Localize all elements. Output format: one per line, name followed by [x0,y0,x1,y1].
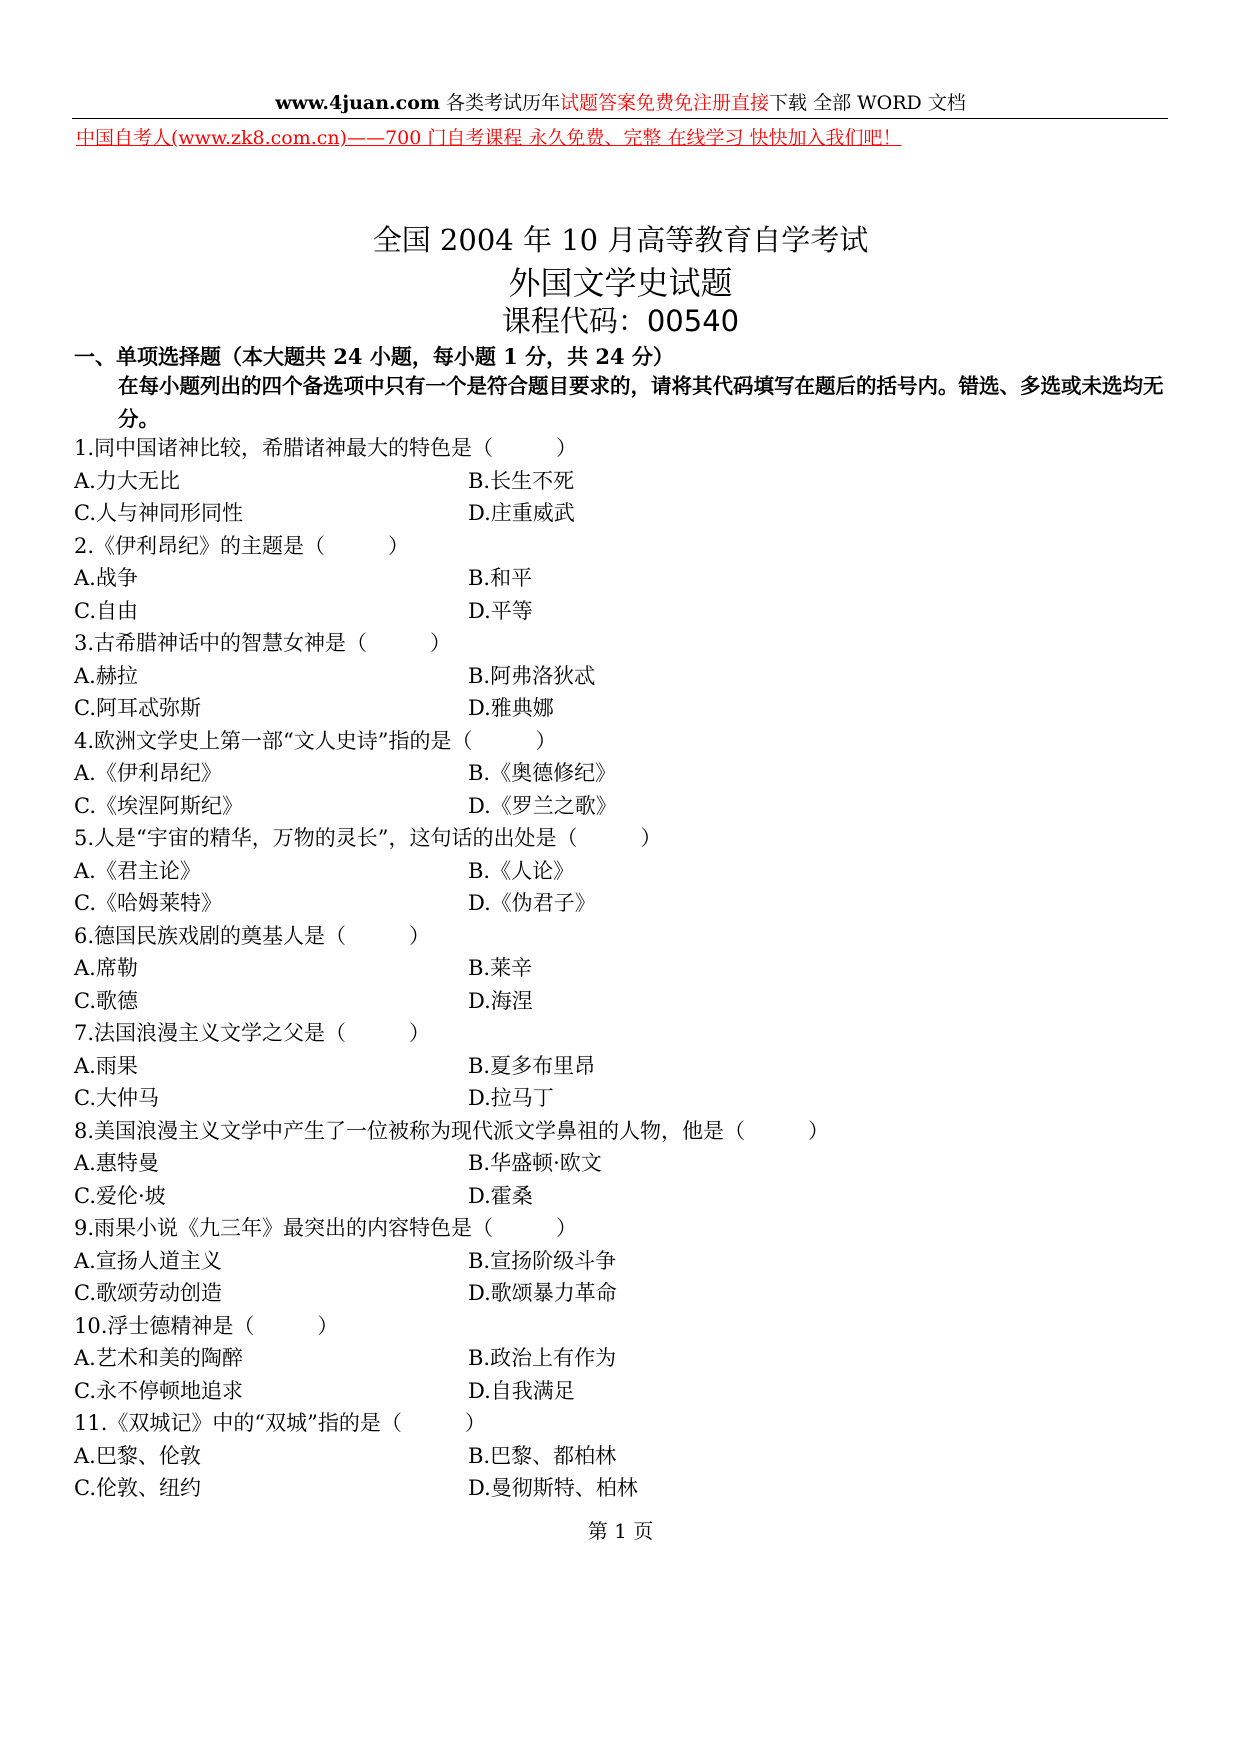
question-5 [74,822,1174,920]
option-d: D.霍桑 [468,1183,533,1208]
option-c: C.歌颂劳动创造 [74,1281,222,1305]
question-11 [74,1407,1174,1505]
option-a: A.艺术和美的陶醉 [74,1346,243,1370]
question-stem: 1.同中国诸神比较，希腊诸神最大的特色是（ ） [74,436,578,460]
question-stem: 9.雨果小说《九三年》最突出的内容特色是（ ） [74,1216,578,1240]
question-stem: 7.法国浪漫主义文学之父是（ ） [74,1021,431,1045]
question-stem: 3.古希腊神话中的智慧女神是（ ） [74,631,452,655]
section-heading: 一、单项选择题（本大题共 24 小题，每小题 1 分，共 24 分） [74,344,674,369]
option-c: C.《埃涅阿斯纪》 [74,793,243,818]
question-9 [74,1212,1174,1310]
option-b: B.《人论》 [468,858,575,883]
course-code: 课程代码：00540 [501,304,740,338]
option-c: C.大仲马 [74,1086,159,1110]
question-stem: 2.《伊利昂纪》的主题是（ ） [74,533,410,558]
site-url[interactable]: www.4juan.com [275,92,440,114]
option-b: B.《奥德修纪》 [468,761,617,785]
question-stem: 10.浮士德精神是（ ） [74,1313,339,1338]
option-d: D.曼彻斯特、柏林 [468,1476,638,1500]
question-list [74,432,1174,1505]
option-b: B.长生不死 [468,468,575,493]
option-d: D.《伪君子》 [468,891,596,915]
option-b: B.巴黎、都柏林 [468,1443,617,1468]
option-a: A.雨果 [74,1053,138,1078]
option-a: A.巴黎、伦敦 [74,1443,201,1468]
exam-title: 全国 2004 年 10 月高等教育自学考试 [372,223,869,257]
question-2 [74,530,1174,628]
question-stem: 4.欧洲文学史上第一部“文人史诗”指的是（ ） [74,728,557,753]
option-b: B.宣扬阶级斗争 [468,1248,617,1273]
header-text-after: 下载 全部 WORD 文档 [769,92,966,114]
option-c: C.阿耳忒弥斯 [74,696,201,720]
option-d: D.歌颂暴力革命 [468,1281,617,1305]
option-b: B.夏多布里昂 [468,1053,596,1078]
header-divider [72,118,1168,119]
question-stem: 11.《双城记》中的“双城”指的是（ ） [74,1411,486,1435]
section-instructions: 在每小题列出的四个备选项中只有一个是符合题目要求的，请将其代码填写在题后的括号内。错选、多选或未选均无分。 [118,374,1164,431]
question-8 [74,1115,1174,1213]
option-c: C.自由 [74,598,138,623]
option-c: C.永不停顿地追求 [74,1378,243,1403]
option-c: C.伦敦、纽约 [74,1476,201,1500]
option-a: A.席勒 [74,956,138,980]
page-number: 第 1 页 [587,1519,654,1543]
site-header [0,88,1241,115]
option-b: B.和平 [468,566,533,590]
question-stem: 6.德国民族戏剧的奠基人是（ ） [74,923,431,948]
option-a: A.宣扬人道主义 [74,1248,222,1273]
option-a: A.《君主论》 [74,858,201,883]
option-d: D.海涅 [468,988,533,1013]
option-b: B.华盛顿·欧文 [468,1151,602,1175]
option-a: A.《伊利昂纪》 [74,761,222,785]
question-stem: 8.美国浪漫主义文学中产生了一位被称为现代派文学鼻祖的人物，他是（ ） [74,1118,830,1143]
question-1 [74,432,1174,530]
option-a: A.赫拉 [74,663,138,688]
question-7 [74,1017,1174,1115]
promo-link[interactable]: 中国自考人(www.zk8.com.cn)——700 门自考课程 永久免费、完整 在线学习 快快加入我们吧！ [76,127,902,149]
question-6 [74,920,1174,1018]
option-d: D.平等 [468,598,533,623]
option-a: A.力大无比 [74,468,180,493]
option-b: B.莱辛 [468,956,533,980]
option-c: C.爱伦·坡 [74,1183,166,1208]
header-text-before: 各类考试历年 [439,92,561,114]
question-stem: 5.人是“宇宙的精华，万物的灵长”，这句话的出处是（ ） [74,826,662,850]
option-c: C.《哈姆莱特》 [74,891,222,915]
option-d: D.《罗兰之歌》 [468,793,617,818]
question-3 [74,627,1174,725]
option-d: D.自我满足 [468,1378,575,1403]
option-c: C.歌德 [74,988,138,1013]
option-b: B.政治上有作为 [468,1346,617,1370]
question-10 [74,1310,1174,1408]
option-a: A.惠特曼 [74,1151,159,1175]
option-d: D.拉马丁 [468,1086,554,1110]
option-b: B.阿弗洛狄忒 [468,663,596,688]
question-4 [74,725,1174,823]
option-d: D.庄重威武 [468,501,575,525]
exam-subject: 外国文学史试题 [508,264,733,302]
option-d: D.雅典娜 [468,696,554,720]
header-text-red: 试题答案免费免注册直接 [560,92,770,114]
option-c: C.人与神同形同性 [74,501,243,525]
option-a: A.战争 [74,566,138,590]
